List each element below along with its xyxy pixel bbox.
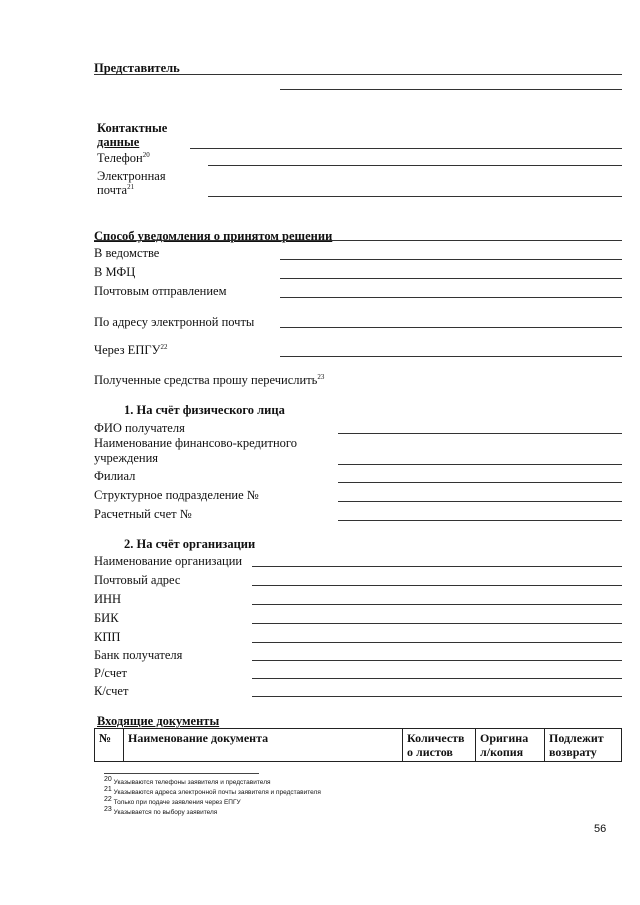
contacts-line (190, 148, 622, 149)
notification-field[interactable] (280, 327, 622, 328)
individual-field[interactable] (338, 464, 622, 465)
organization-field-label: Р/счет (94, 666, 128, 680)
email-field[interactable] (208, 196, 622, 197)
footnote: $^{23}$ Указывается по выбору заявителя (104, 805, 218, 816)
organization-field[interactable] (252, 604, 622, 605)
organization-field[interactable] (252, 660, 622, 661)
email-label-1: Электронная (97, 169, 166, 183)
footnote: $^{22}$ Только при подаче заявления через ЕПГУ (104, 795, 241, 806)
column-header: Оригина л/копия (476, 729, 545, 762)
notification-option-epgu: Через ЕПГУ$^{22}$ (94, 342, 168, 357)
email-label-2: почта$^{21}$ (97, 182, 135, 197)
representative-heading: Представитель (94, 61, 180, 75)
organization-field-label: Почтовый адрес (94, 573, 181, 587)
organization-field-label: ИНН (94, 592, 122, 606)
individual-field[interactable] (338, 482, 622, 483)
table-header-row (95, 729, 622, 762)
individual-field[interactable] (338, 433, 622, 434)
representative-line (94, 74, 622, 75)
individual-field[interactable] (338, 501, 622, 502)
individual-heading: 1. На счёт физического лица (124, 403, 285, 417)
individual-field-label: Наименование финансово-кредитного (94, 436, 297, 450)
footnote: $^{21}$ Указываются адреса электронной почты заявителя и представителя (104, 785, 321, 796)
footnote-separator (104, 773, 259, 774)
funds-label: Полученные средства прошу перечислить$^{23}$ (94, 372, 325, 387)
individual-field-label: Структурное подразделение № (94, 488, 259, 502)
organization-field-label: Наименование организации (94, 554, 243, 568)
organization-field-label: БИК (94, 611, 119, 625)
organization-field[interactable] (252, 566, 622, 567)
phone-label: Телефон$^{20}$ (97, 150, 150, 165)
notification-option: Почтовым отправлением (94, 284, 227, 298)
notification-option: В ведомстве (94, 246, 160, 260)
individual-field[interactable] (338, 520, 622, 521)
notification-field[interactable] (280, 356, 622, 357)
column-header: Подлежит возврату (545, 729, 622, 762)
organization-field[interactable] (252, 623, 622, 624)
organization-field[interactable] (252, 642, 622, 643)
individual-field-label: ФИО получателя (94, 421, 185, 435)
contacts-heading-1: Контактные (97, 121, 168, 135)
page-number: 56 (594, 823, 607, 835)
column-header: Количеств о листов (403, 729, 476, 762)
footnote: $^{20}$ Указываются телефоны заявителя и представителя (104, 775, 271, 786)
organization-field-label: КПП (94, 630, 121, 644)
organization-field[interactable] (252, 585, 622, 586)
column-header: Наименование документа (124, 729, 403, 762)
individual-field-label: Расчетный счет № (94, 507, 192, 521)
organization-field[interactable] (252, 678, 622, 679)
notification-heading-line (94, 240, 622, 241)
organization-field-label: Банк получателя (94, 648, 183, 662)
phone-field[interactable] (208, 165, 622, 166)
representative-line-2 (280, 89, 622, 90)
notification-field[interactable] (280, 259, 622, 260)
organization-heading: 2. На счёт организации (124, 537, 256, 551)
contacts-heading-2: данные (97, 135, 140, 149)
column-header: № (95, 729, 124, 762)
documents-heading: Входящие документы (97, 714, 220, 728)
notification-field[interactable] (280, 297, 622, 298)
notification-option: По адресу электронной почты (94, 315, 255, 329)
documents-table (94, 728, 622, 762)
organization-field[interactable] (252, 696, 622, 697)
notification-heading: Способ уведомления о принятом решении (94, 229, 333, 243)
notification-option: В МФЦ (94, 265, 136, 279)
notification-field[interactable] (280, 278, 622, 279)
individual-field-label: учреждения (94, 451, 159, 465)
individual-field-label: Филиал (94, 469, 136, 483)
organization-field-label: К/счет (94, 684, 129, 698)
